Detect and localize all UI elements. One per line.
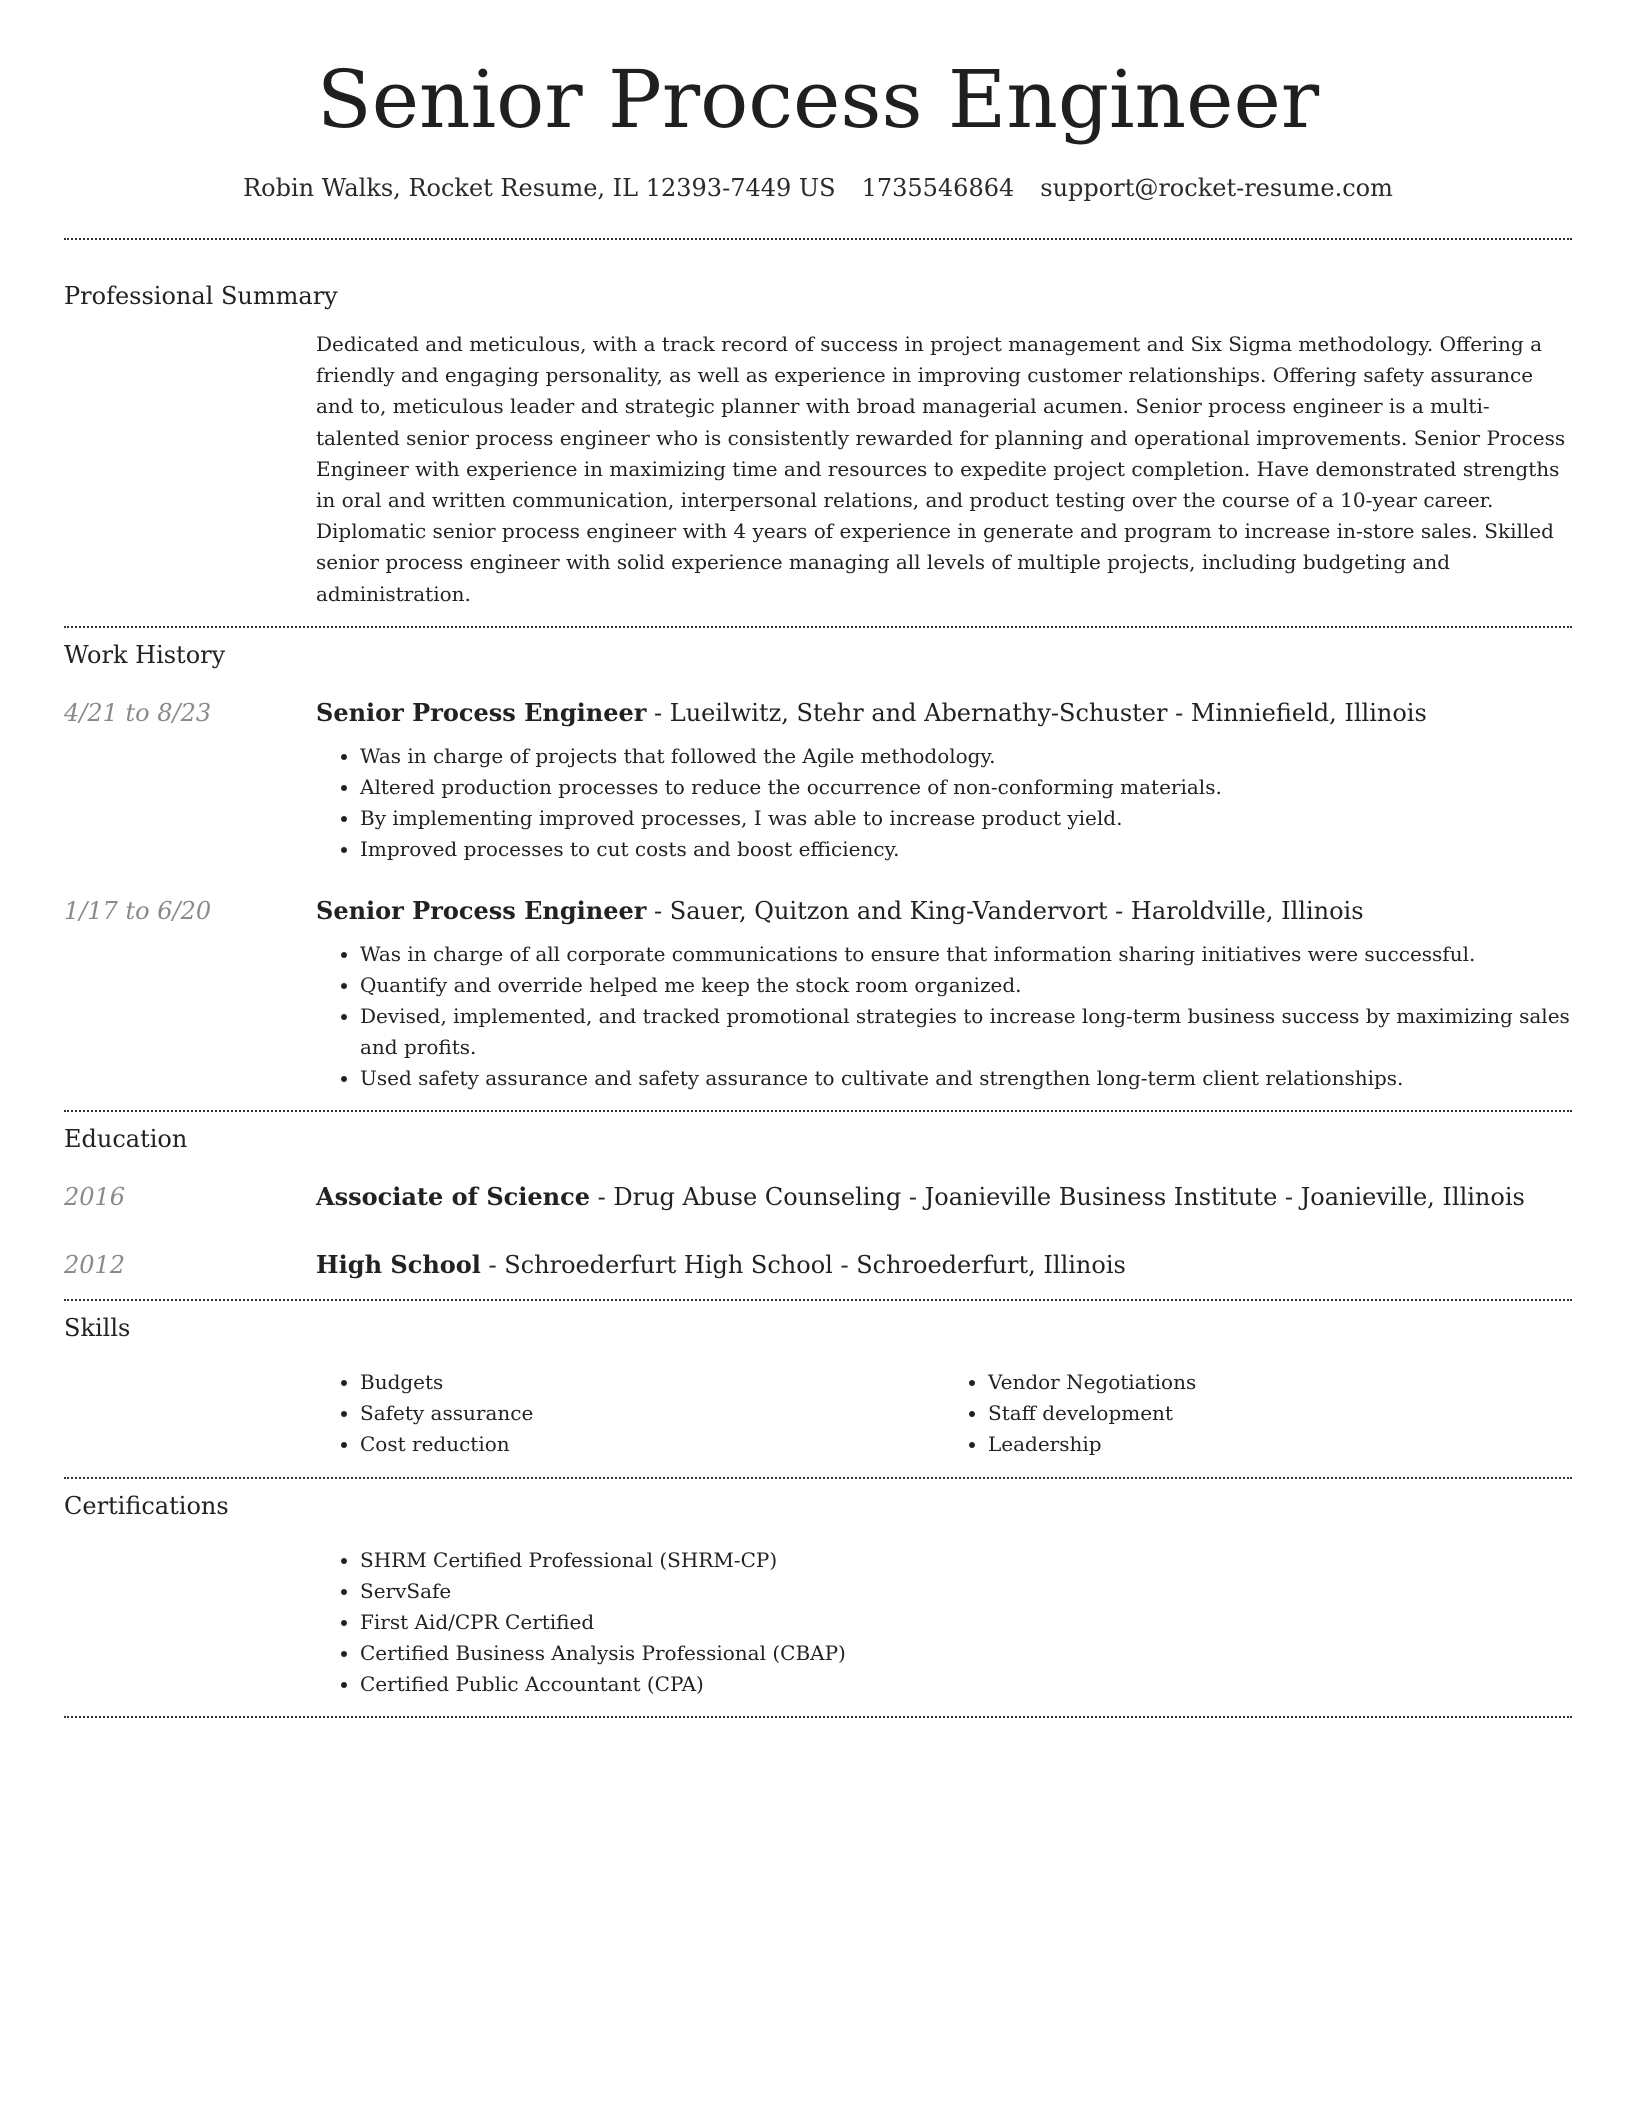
job-role: Senior Process Engineer bbox=[316, 895, 647, 925]
skills-heading: Skills bbox=[64, 1313, 131, 1342]
education-year: 2016 bbox=[64, 1182, 126, 1211]
contact-email: support@rocket-resume.com bbox=[1040, 174, 1393, 202]
section-divider bbox=[64, 1110, 1572, 1112]
education-details: - Drug Abuse Counseling - Joanieville Business Institute - Joanieville, Illinois bbox=[590, 1182, 1525, 1211]
list-item: • Certified Business Analysis Professional (CBAP) bbox=[360, 1638, 1572, 1669]
list-item: • Safety assurance bbox=[360, 1398, 944, 1429]
list-item: • By implementing improved processes, I was able to increase product yield. bbox=[360, 803, 1572, 834]
job-body bbox=[316, 697, 1572, 865]
list-item: • Vendor Negotiations bbox=[988, 1367, 1572, 1398]
resume-title: Senior Process Engineer bbox=[316, 53, 1320, 146]
section-divider bbox=[64, 626, 1572, 628]
education-degree: High School bbox=[316, 1249, 481, 1279]
education-body bbox=[316, 1249, 1572, 1281]
summary-body bbox=[316, 329, 1572, 610]
list-item: • First Aid/CPR Certified bbox=[360, 1607, 1572, 1638]
list-item: • Budgets bbox=[360, 1367, 944, 1398]
list-item: • Devised, implemented, and tracked promotional strategies to increase long-term business success by maximizing sales and profits. bbox=[360, 1001, 1572, 1063]
job-role: Senior Process Engineer bbox=[316, 697, 647, 727]
job-details: - Sauer, Quitzon and King-Vandervort - Haroldville, Illinois bbox=[646, 896, 1364, 925]
list-item: • Leadership bbox=[988, 1429, 1572, 1460]
job-heading bbox=[316, 697, 1572, 729]
skills-list-right bbox=[944, 1367, 1572, 1460]
certifications-body bbox=[316, 1545, 1572, 1700]
education-details: - Schroederfurt High School - Schroederfurt, Illinois bbox=[480, 1250, 1126, 1279]
education-degree: Associate of Science bbox=[316, 1181, 590, 1211]
job-body bbox=[316, 895, 1572, 1094]
skills-list-left bbox=[316, 1367, 944, 1460]
section-divider bbox=[64, 1477, 1572, 1479]
list-item: • Was in charge of projects that followed the Agile methodology. bbox=[360, 741, 1572, 772]
section-divider bbox=[64, 1299, 1572, 1301]
list-item: • SHRM Certified Professional (SHRM-CP) bbox=[360, 1545, 1572, 1576]
list-item: • Certified Public Accountant (CPA) bbox=[360, 1669, 1572, 1700]
summary-heading: Professional Summary bbox=[64, 282, 338, 310]
education-entry bbox=[64, 1249, 1572, 1281]
contact-address: Robin Walks, Rocket Resume, IL 12393-7449 US bbox=[243, 174, 836, 202]
resume-page bbox=[64, 0, 1572, 1718]
list-item: • Staff development bbox=[988, 1398, 1572, 1429]
contact-phone: 1735546864 bbox=[861, 174, 1015, 202]
certifications-heading: Certifications bbox=[64, 1491, 229, 1520]
job-entry bbox=[64, 895, 1572, 1094]
list-item: • Quantify and override helped me keep the stock room organized. bbox=[360, 970, 1572, 1001]
job-dates: 4/21 to 8/23 bbox=[64, 698, 212, 727]
list-item: • Used safety assurance and safety assurance to cultivate and strengthen long-term client relationships. bbox=[360, 1063, 1572, 1094]
section-divider bbox=[64, 1716, 1572, 1718]
summary-text: Dedicated and meticulous, with a track record of success in project management and Six Sigma methodology. Offering a friendly and engaging personality, as well as experience in improving customer relationships. Offering safety assurance and to, meticulous leader and strategic planner with broad managerial acumen. Senior process engineer is a multi-talented senior process engineer who is consistently rewarded for planning and operational improvements. Senior Process Engineer with experience in maximizing time and resources to expedite project completion. Have demonstrated strengths in oral and written communication, interpersonal relations, and product testing over the course of a 10-year career. Diplomatic senior process engineer with 4 years of experience in generate and program to increase in-store sales. Skilled senior process engineer with solid experience managing all levels of multiple projects, including budgeting and administration. bbox=[316, 332, 1566, 606]
job-heading bbox=[316, 895, 1572, 927]
list-item: • Was in charge of all corporate communications to ensure that information sharing initiatives were successful. bbox=[360, 939, 1572, 970]
education-heading: Education bbox=[64, 1124, 188, 1153]
contact-line bbox=[64, 172, 1572, 204]
list-item: • Cost reduction bbox=[360, 1429, 944, 1460]
education-body bbox=[316, 1181, 1572, 1213]
job-entry bbox=[64, 697, 1572, 865]
list-item: • ServSafe bbox=[360, 1576, 1572, 1607]
section-divider bbox=[64, 238, 1572, 240]
list-item: • Improved processes to cut costs and boost efficiency. bbox=[360, 834, 1572, 865]
job-bullets bbox=[316, 939, 1572, 1094]
work-history-heading: Work History bbox=[64, 640, 226, 669]
certifications-list bbox=[316, 1545, 1572, 1700]
list-item: • Altered production processes to reduce the occurrence of non-conforming materials. bbox=[360, 772, 1572, 803]
job-bullets bbox=[316, 741, 1572, 865]
job-dates: 1/17 to 6/20 bbox=[64, 896, 212, 925]
skills-grid bbox=[316, 1367, 1572, 1460]
education-heading-line bbox=[316, 1181, 1572, 1213]
education-entry bbox=[64, 1181, 1572, 1213]
job-details: - Lueilwitz, Stehr and Abernathy-Schuster - Minniefield, Illinois bbox=[646, 698, 1427, 727]
education-year: 2012 bbox=[64, 1250, 126, 1279]
education-heading-line bbox=[316, 1249, 1572, 1281]
